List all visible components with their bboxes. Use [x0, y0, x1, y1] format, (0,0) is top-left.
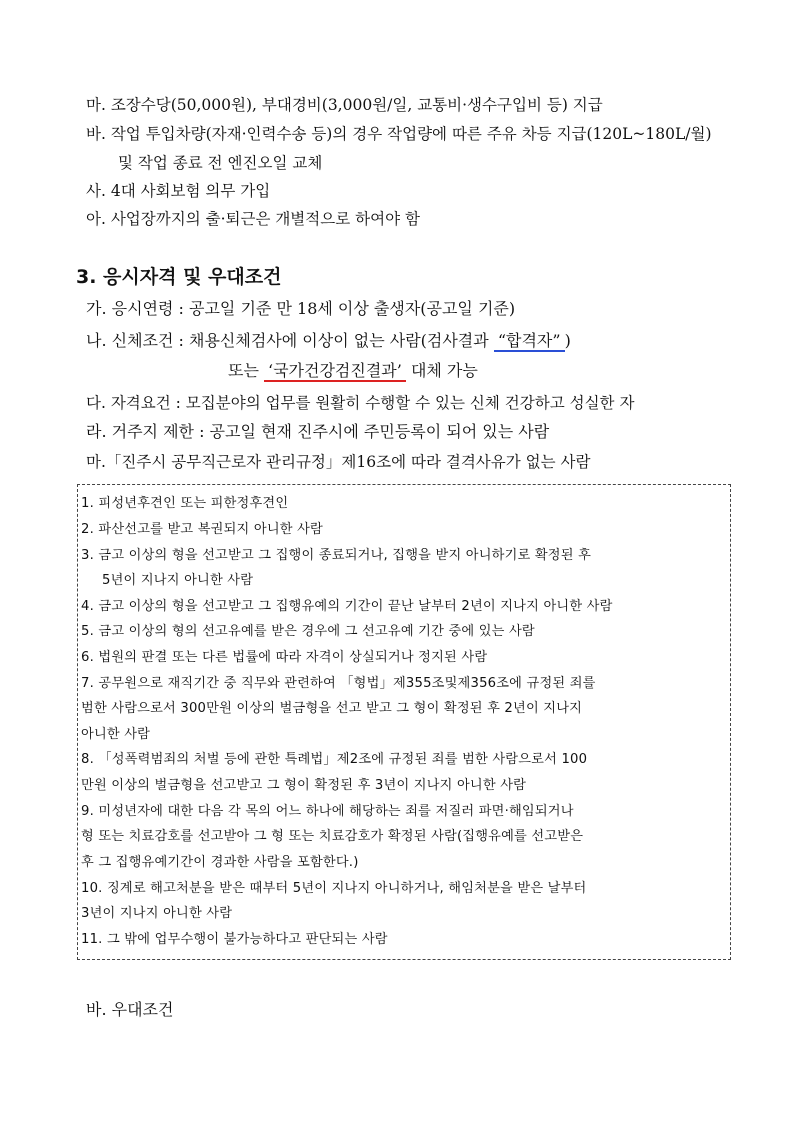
box-line: 3. 금고 이상의 형을 선고받고 그 집행이 종료되거나, 집행을 받지 아니하기로 확정된 후 [81, 548, 592, 563]
box-line: 8. 「성폭력범죄의 처벌 등에 관한 특례법」제2조에 규정된 죄를 범한 사람으로서 100 [81, 752, 588, 767]
box-line: 7. 공무원으로 재직기간 중 직무와 관련하여 「형법」제355조및제356조에 규정된 죄를 [81, 676, 596, 691]
top-item-sa: 사. 4대 사회보험 의무 가입 [86, 182, 271, 200]
box-line: 5. 금고 이상의 형의 선고유예를 받은 경우에 그 선고유예 기간 중에 있는 사람 [81, 624, 535, 639]
box-line: 형 또는 치료감호를 선고받아 그 형 또는 치료감호가 확정된 사람(집행유예를 선고받은 [81, 829, 584, 844]
box-line: 5년이 지나지 아니한 사람 [102, 573, 254, 588]
item-na [86, 330, 571, 352]
item-na2-highlight: ‘국가건강검진결과’ [264, 361, 406, 382]
box-line: 4. 금고 이상의 형을 선고받고 그 집행유예의 기간이 끝난 날부터 2년이 지나지 아니한 사람 [81, 599, 613, 614]
top-item-ba: 바. 작업 투입차량(자재·인력수송 등)의 경우 작업량에 따른 주유 차등 지급(120L~180L/월) [86, 125, 712, 143]
item-ma: 마.「진주시 공무직근로자 관리규정」제16조에 따라 결격사유가 없는 사람 [86, 453, 591, 471]
box-line: 9. 미성년자에 대한 다음 각 목의 어느 하나에 해당하는 죄를 저질러 파면·해임되거나 [81, 804, 574, 819]
box-line: 아니한 사람 [81, 727, 151, 742]
box-line: 후 그 집행유예기간이 경과한 사람을 포함한다.) [81, 855, 359, 870]
item-na-suffix: ) [564, 331, 571, 350]
box-line: 3년이 지나지 아니한 사람 [81, 906, 233, 921]
item-na-cont [228, 360, 478, 382]
disqualification-box [77, 484, 731, 960]
box-line: 만원 이상의 벌금형을 선고받고 그 형이 확정된 후 3년이 지나지 아니한 사람 [81, 778, 527, 793]
item-na-highlight: “합격자” [494, 331, 565, 352]
item-ga: 가. 응시연령 : 공고일 기준 만 18세 이상 출생자(공고일 기준) [86, 299, 516, 318]
top-item-ba-cont: 및 작업 종료 전 엔진오일 교체 [118, 154, 323, 172]
box-line: 1. 피성년후견인 또는 피한정후견인 [81, 496, 289, 511]
item-na2-suffix: 대체 가능 [410, 361, 478, 380]
top-item-a: 아. 사업장까지의 출·퇴근은 개별적으로 하여야 함 [86, 210, 420, 228]
item-da: 다. 자격요건 : 모집분야의 업무를 원활히 수행할 수 있는 신체 건강하고 성실한 자 [86, 394, 635, 412]
section-heading: 3. 응시자격 및 우대조건 [76, 266, 282, 288]
box-line: 2. 파산선고를 받고 복권되지 아니한 사람 [81, 522, 323, 537]
top-item-ma: 마. 조장수당(50,000원), 부대경비(3,000원/일, 교통비·생수구입비 등) 지급 [86, 96, 603, 114]
box-line: 11. 그 밖에 업무수행이 불가능하다고 판단되는 사람 [81, 932, 388, 947]
item-ra: 라. 거주지 제한 : 공고일 현재 진주시에 주민등록이 되어 있는 사람 [86, 422, 550, 441]
item-na2-prefix: 또는 [228, 361, 259, 380]
box-line: 범한 사람으로서 300만원 이상의 벌금형을 선고 받고 그 형이 확정된 후 2년이 지나지 [81, 701, 583, 716]
box-line: 6. 법원의 판결 또는 다른 법률에 따라 자격이 상실되거나 정지된 사람 [81, 650, 488, 665]
box-line: 10. 징계로 해고처분을 받은 때부터 5년이 지나지 아니하거나, 해임처분을 받은 날부터 [81, 881, 587, 896]
footer-item-ba: 바. 우대조건 [86, 1000, 174, 1019]
item-na-prefix: 나. 신체조건 : 채용신체검사에 이상이 없는 사람(검사결과 [86, 331, 489, 350]
